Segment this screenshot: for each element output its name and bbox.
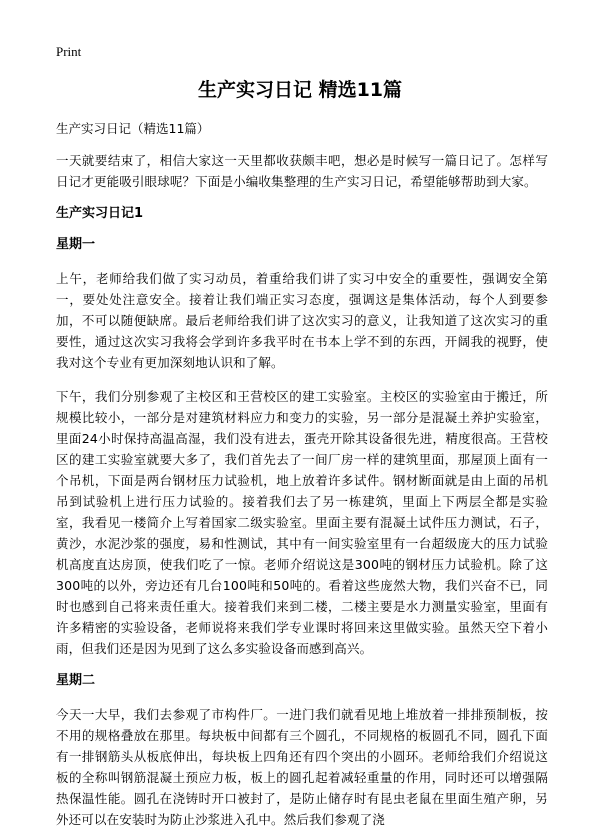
intro-paragraph: 一天就要结束了，相信大家这一天里都收获颇丰吧，想必是时候写一篇日记了。怎样写日记才更能吸引眼球呢？下面是小编收集整理的生产实习日记，希望能够帮助到大家。 <box>56 153 548 189</box>
print-link[interactable]: Print <box>56 44 82 59</box>
document-subtitle: 生产实习日记（精选11篇） <box>56 121 210 136</box>
day-heading-tuesday: 星期二 <box>56 673 96 688</box>
body-paragraph: 下午，我们分别参观了主校区和王营校区的建工实验室。主校区的实验室由于搬迁，所规模比较小，一部分是对建筑材料应力和变力的实验，另一部分是混凝土养护实验室，里面24小时保持高温高湿，我们没有进去，蛋壳开除其设备很先进，精度很高。王营校区的建工实验室就要大多了，我们首先去了一间厂房一样的建筑里面，那屋顶上面有一个吊机，下面是两台钢材压力试验机，地上放着许多试件。钢材断面就是由上面的吊机吊到试验机上进行压力试验的。接着我们去了另一栋建筑，里面上下两层全都是实验室，我看见一楼简介上写着国家二级实验室。里面主要有混凝土试件压力测试，石子，黄沙，水泥沙浆的强度，易和性测试，其中有一间实验室里有一台超级庞大的压力试验机高度直达房顶，使我们吃了一惊。老师介绍说这是300吨的钢材压力试验机。除了这300吨的以外，旁边还有几台100吨和50吨的。看着这些庞然大物，我们兴奋不已，同时也感到自己将来责任重大。接着我们来到二楼，二楼主要是水力测量实验室，里面有许多精密的实验设备，老师说将来我们学专业课时将回来这里做实验。虽然天空下着小雨，但我们还是因为见到了这么多实验设备而感到高兴。 <box>56 389 548 656</box>
section-heading: 生产实习日记1 <box>56 206 144 221</box>
day-heading-monday: 星期一 <box>56 237 96 252</box>
page-title: 生产实习日记 精选11篇 <box>197 79 403 101</box>
document-body <box>56 120 548 828</box>
body-paragraph: 今天一大早，我们去参观了市构件厂。一进门我们就看见地上堆放着一排排预制板，按不用的规格叠放在那里。每块板中间都有三个圆孔，不同规格的板圆孔不同，圆孔下面有一排钢筋头从板底伸出，每块板上四角还有四个突出的小圆环。老师给我们介绍说这板的全称叫钢筋混凝土预应力板，板上的圆孔起着减轻重量的作用，同时还可以增强隔热保温性能。圆孔在浇铸时开口被封了，是防止储存时有昆虫老鼠在里面生殖产卵，另外还可以在安装时为防止沙浆进入孔中。然后我们参观了浇 <box>56 707 548 827</box>
body-paragraph: 上午，老师给我们做了实习动员，着重给我们讲了实习中安全的重要性，强调安全第一，要处处注意安全。接着让我们端正实习态度，强调这是集体活动，每个人到要参加，不可以随便缺席。最后老师给我们讲了这次实习的意义，让我知道了这次实习的重要性，通过这次实习我将会学到许多我平时在书本上学不到的东西，开阔我的视野，使我对这个专业有更加深刻地认识和了解。 <box>56 271 548 370</box>
